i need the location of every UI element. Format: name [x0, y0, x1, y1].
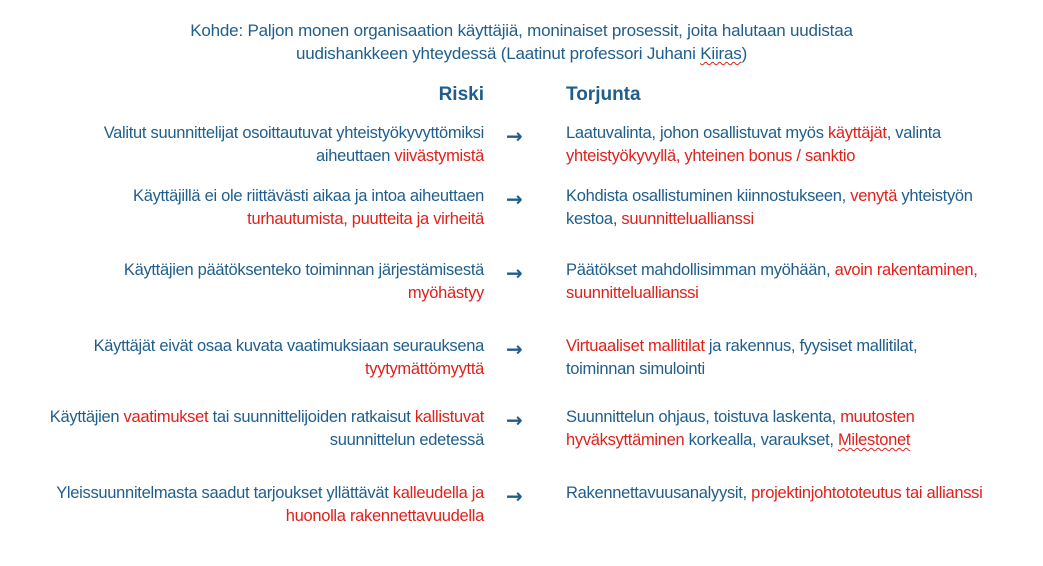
text-segment: Käyttäjät eivät osaa kuvata vaatimuksiaan seurauksena	[93, 337, 484, 355]
text-segment: Laatuvalinta, johon osallistuvat myös	[566, 124, 828, 142]
highlighted-text: käyttäjät	[827, 124, 887, 142]
text-segment: Käyttäjien	[49, 408, 124, 426]
risk-cell-line	[0, 482, 484, 505]
header-line-2	[0, 42, 1043, 65]
text-segment: , valinta	[886, 124, 941, 142]
risk-cell-line	[0, 335, 484, 358]
mitigation-cell-line	[566, 429, 1036, 452]
mitigation-cell	[566, 122, 1036, 168]
highlighted-text: hyväksyttäminen	[566, 431, 685, 449]
header-line-2-text: uudishankkeen yhteydessä (Laatinut professori Juhani	[295, 44, 701, 63]
mitigation-cell	[566, 259, 1036, 305]
table-row	[0, 259, 1043, 309]
mitigation-cell-line	[566, 208, 1036, 231]
mitigation-cell-line	[566, 145, 1036, 168]
highlighted-text: myöhästyy	[407, 284, 484, 302]
text-segment: aiheuttaen	[316, 147, 395, 165]
risk-cell-line	[0, 208, 484, 231]
text-segment: yhteistyön	[897, 187, 973, 205]
risk-cell-line	[0, 429, 484, 452]
mitigation-cell	[566, 185, 1036, 231]
risk-cell-line	[0, 282, 484, 305]
highlighted-text: muutosten	[840, 408, 915, 426]
risk-cell	[0, 122, 484, 168]
highlighted-text: tyytymättömyyttä	[365, 360, 484, 378]
highlighted-text: kallistuvat	[414, 408, 484, 426]
risk-cell	[0, 185, 484, 231]
mitigation-cell-line	[566, 482, 1036, 505]
mitigation-cell	[566, 335, 1036, 381]
text-segment: ja rakennus, fyysiset mallitilat,	[704, 337, 918, 355]
table-row	[0, 482, 1043, 532]
mitigation-cell	[566, 482, 1036, 505]
risk-cell-line	[0, 358, 484, 381]
highlighted-text: avoin rakentaminen,	[834, 261, 978, 279]
highlighted-text: venytä	[850, 187, 898, 205]
highlighted-text: yhteistyökyvyllä, yhteinen bonus / sanktio	[566, 147, 856, 165]
highlighted-text: projektinjohtototeutus tai allianssi	[751, 484, 983, 502]
highlighted-text: Virtuaaliset mallitilat	[566, 337, 705, 355]
highlighted-text: turhautumista, puutteita ja virheitä	[247, 210, 484, 228]
risk-cell	[0, 482, 484, 528]
slide-header	[0, 19, 1043, 65]
mitigation-cell	[566, 406, 1036, 452]
text-segment: Yleissuunnitelmasta saadut tarjoukset yllättävät	[56, 484, 393, 502]
mitigation-cell-line	[566, 358, 1036, 381]
risk-cell	[0, 259, 484, 305]
text-segment: Valitut suunnittelijat osoittautuvat yhteistyökyvyttömiksi	[103, 124, 484, 142]
highlighted-text: kalleudella ja	[392, 484, 484, 502]
highlighted-text: viivästymistä	[394, 147, 484, 165]
mitigation-cell-line	[566, 259, 1036, 282]
risk-cell-line	[0, 259, 484, 282]
table-row	[0, 185, 1043, 235]
risk-cell-line	[0, 122, 484, 145]
text-segment: korkealla, varaukset,	[684, 431, 838, 449]
text-segment: tai suunnittelijoiden ratkaisut	[208, 408, 415, 426]
text-segment: suunnittelun edetessä	[329, 431, 484, 449]
risk-cell-line	[0, 406, 484, 429]
text-segment: Käyttäjillä ei ole riittävästi aikaa ja intoa aiheuttaen	[132, 187, 484, 205]
text-segment: Päätökset mahdollisimman myöhään,	[566, 261, 835, 279]
mitigation-cell-line	[566, 185, 1036, 208]
text-segment: kestoa,	[566, 210, 622, 228]
risk-cell-line	[0, 145, 484, 168]
mitigation-cell-line	[566, 282, 1036, 305]
risk-cell-line	[0, 185, 484, 208]
right-arrow-icon: →	[506, 408, 523, 432]
mitigation-cell-line	[566, 122, 1036, 145]
highlighted-text: suunnitteluallianssi	[566, 284, 699, 302]
risk-cell	[0, 335, 484, 381]
risk-cell-line	[0, 505, 484, 528]
risk-cell	[0, 406, 484, 452]
author-surname: Kiiras	[700, 44, 742, 63]
table-row	[0, 406, 1043, 456]
mitigation-cell-line	[566, 335, 1036, 358]
table-row	[0, 122, 1043, 172]
right-arrow-icon: →	[506, 484, 523, 508]
text-segment: toiminnan simulointi	[566, 360, 705, 378]
highlighted-text: huonolla rakennettavuudella	[285, 507, 484, 525]
text-segment: Käyttäjien päätöksenteko toiminnan järjestämisestä	[123, 261, 484, 279]
mitigation-column-title: Torjunta	[566, 84, 641, 105]
right-arrow-icon: →	[506, 337, 523, 361]
right-arrow-icon: →	[506, 261, 523, 285]
text-segment: Suunnittelun ohjaus, toistuva laskenta,	[566, 408, 841, 426]
highlighted-text: Milestonet	[837, 431, 911, 449]
right-arrow-icon: →	[506, 124, 523, 148]
risk-column-title: Riski	[438, 84, 484, 105]
text-segment: Rakennettavuusanalyysit,	[566, 484, 752, 502]
header-line-1: Kohde: Paljon monen organisaation käyttäjiä, moninaiset prosessit, joita halutaan uudistaa	[190, 21, 853, 40]
header-line-2-end: )	[741, 44, 748, 63]
mitigation-cell-line	[566, 406, 1036, 429]
right-arrow-icon: →	[506, 187, 523, 211]
highlighted-text: suunnitteluallianssi	[621, 210, 754, 228]
text-segment: Kohdista osallistuminen kiinnostukseen,	[566, 187, 851, 205]
table-row	[0, 335, 1043, 385]
highlighted-text: vaatimukset	[123, 408, 209, 426]
